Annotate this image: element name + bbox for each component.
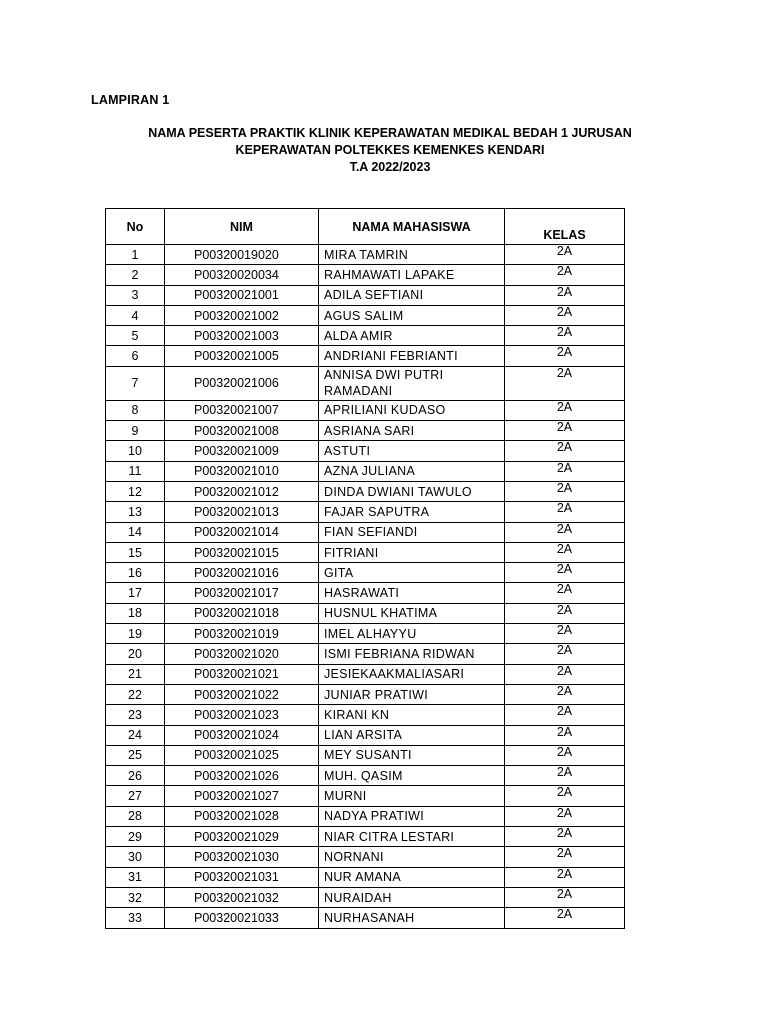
header-no: No [106, 209, 165, 245]
cell-name: MIRA TAMRIN [319, 245, 505, 265]
cell-nim: P00320021020 [165, 644, 319, 664]
table-row [106, 285, 625, 305]
cell-no: 21 [106, 664, 165, 684]
cell-nim: P00320021010 [165, 461, 319, 481]
cell-name: JUNIAR PRATIWI [319, 684, 505, 704]
cell-no: 27 [106, 786, 165, 806]
cell-nim: P00320021028 [165, 806, 319, 826]
cell-name: GITA [319, 563, 505, 583]
cell-kelas: 2A [505, 644, 625, 664]
cell-no: 23 [106, 705, 165, 725]
table-row [106, 326, 625, 346]
cell-nim: P00320021012 [165, 481, 319, 501]
cell-nim: P00320021016 [165, 563, 319, 583]
cell-no: 8 [106, 400, 165, 420]
cell-name: HASRAWATI [319, 583, 505, 603]
cell-no: 32 [106, 887, 165, 907]
cell-kelas: 2A [505, 766, 625, 786]
cell-name: ALDA AMIR [319, 326, 505, 346]
cell-nim: P00320021009 [165, 441, 319, 461]
cell-nim: P00320020034 [165, 265, 319, 285]
cell-no: 4 [106, 305, 165, 325]
cell-kelas: 2A [505, 664, 625, 684]
cell-name: AZNA JULIANA [319, 461, 505, 481]
cell-name: MEY SUSANTI [319, 745, 505, 765]
cell-kelas: 2A [505, 684, 625, 704]
cell-nim: P00320021015 [165, 542, 319, 562]
title-line: NAMA PESERTA PRAKTIK KLINIK KEPERAWATAN MEDIKAL BEDAH 1 JURUSAN [148, 126, 632, 140]
cell-kelas: 2A [505, 867, 625, 887]
cell-no: 3 [106, 285, 165, 305]
cell-name: IMEL ALHAYYU [319, 624, 505, 644]
cell-nim: P00320021033 [165, 908, 319, 928]
title-line: KEPERAWATAN POLTEKKES KEMENKES KENDARI [235, 143, 545, 157]
cell-nim: P00320021025 [165, 745, 319, 765]
cell-name: NURHASANAH [319, 908, 505, 928]
cell-nim: P00320021008 [165, 421, 319, 441]
cell-no: 12 [106, 481, 165, 501]
cell-kelas: 2A [505, 583, 625, 603]
cell-kelas: 2A [505, 563, 625, 583]
cell-kelas: 2A [505, 603, 625, 623]
cell-no: 24 [106, 725, 165, 745]
cell-kelas: 2A [505, 285, 625, 305]
header-nim: NIM [165, 209, 319, 245]
table-row [106, 847, 625, 867]
cell-no: 6 [106, 346, 165, 366]
cell-no: 28 [106, 806, 165, 826]
cell-name: MURNI [319, 786, 505, 806]
cell-nim: P00320021007 [165, 400, 319, 420]
cell-kelas: 2A [505, 502, 625, 522]
cell-kelas: 2A [505, 461, 625, 481]
table-header-row [106, 209, 625, 245]
cell-nim: P00320021017 [165, 583, 319, 603]
cell-no: 10 [106, 441, 165, 461]
cell-no: 2 [106, 265, 165, 285]
cell-no: 29 [106, 827, 165, 847]
table-row [106, 827, 625, 847]
cell-name: DINDA DWIANI TAWULO [319, 481, 505, 501]
cell-name: HUSNUL KHATIMA [319, 603, 505, 623]
cell-name: NORNANI [319, 847, 505, 867]
header-name: NAMA MAHASISWA [319, 209, 505, 245]
cell-name: ANNISA DWI PUTRI RAMADANI [319, 366, 505, 400]
cell-nim: P00320021021 [165, 664, 319, 684]
cell-nim: P00320021029 [165, 827, 319, 847]
cell-kelas: 2A [505, 245, 625, 265]
cell-nim: P00320021002 [165, 305, 319, 325]
table-row [106, 603, 625, 623]
cell-no: 5 [106, 326, 165, 346]
cell-kelas: 2A [505, 827, 625, 847]
cell-nim: P00320021030 [165, 847, 319, 867]
document-title [90, 125, 690, 176]
table-row [106, 786, 625, 806]
cell-nim: P00320021023 [165, 705, 319, 725]
table-row [106, 421, 625, 441]
cell-nim: P00320021003 [165, 326, 319, 346]
cell-nim: P00320021019 [165, 624, 319, 644]
table-row [106, 725, 625, 745]
cell-nim: P00320021001 [165, 285, 319, 305]
table-row [106, 305, 625, 325]
cell-no: 15 [106, 542, 165, 562]
cell-name: ADILA SEFTIANI [319, 285, 505, 305]
cell-kelas: 2A [505, 908, 625, 928]
cell-no: 30 [106, 847, 165, 867]
cell-kelas: 2A [505, 725, 625, 745]
cell-name: FIAN SEFIANDI [319, 522, 505, 542]
table-row [106, 481, 625, 501]
cell-no: 1 [106, 245, 165, 265]
cell-nim: P00320021022 [165, 684, 319, 704]
table-row [106, 664, 625, 684]
cell-kelas: 2A [505, 346, 625, 366]
table-row [106, 908, 625, 928]
cell-no: 17 [106, 583, 165, 603]
table-row [106, 563, 625, 583]
cell-no: 25 [106, 745, 165, 765]
cell-nim: P00320019020 [165, 245, 319, 265]
cell-nim: P00320021005 [165, 346, 319, 366]
table-row [106, 806, 625, 826]
cell-no: 31 [106, 867, 165, 887]
cell-nim: P00320021026 [165, 766, 319, 786]
cell-name: FITRIANI [319, 542, 505, 562]
table-row [106, 441, 625, 461]
cell-name: ASRIANA SARI [319, 421, 505, 441]
cell-kelas: 2A [505, 745, 625, 765]
table-row [106, 745, 625, 765]
cell-name: NADYA PRATIWI [319, 806, 505, 826]
cell-no: 7 [106, 366, 165, 400]
cell-kelas: 2A [505, 326, 625, 346]
cell-kelas: 2A [505, 481, 625, 501]
cell-kelas: 2A [505, 265, 625, 285]
cell-nim: P00320021014 [165, 522, 319, 542]
cell-nim: P00320021024 [165, 725, 319, 745]
table-row [106, 461, 625, 481]
cell-no: 16 [106, 563, 165, 583]
cell-name: KIRANI KN [319, 705, 505, 725]
appendix-label: LAMPIRAN 1 [91, 93, 170, 107]
table-row [106, 245, 625, 265]
table-row [106, 684, 625, 704]
table-row [106, 624, 625, 644]
table-row [106, 366, 625, 400]
cell-kelas: 2A [505, 847, 625, 867]
cell-nim: P00320021027 [165, 786, 319, 806]
cell-kelas: 2A [505, 624, 625, 644]
table-row [106, 867, 625, 887]
cell-kelas: 2A [505, 786, 625, 806]
cell-name: NUR AMANA [319, 867, 505, 887]
cell-kelas: 2A [505, 421, 625, 441]
cell-kelas: 2A [505, 400, 625, 420]
cell-name: FAJAR SAPUTRA [319, 502, 505, 522]
cell-no: 22 [106, 684, 165, 704]
table-row [106, 887, 625, 907]
cell-no: 11 [106, 461, 165, 481]
cell-nim: P00320021013 [165, 502, 319, 522]
table-row [106, 705, 625, 725]
table-row [106, 400, 625, 420]
cell-kelas: 2A [505, 542, 625, 562]
table-row [106, 766, 625, 786]
table-row [106, 542, 625, 562]
cell-nim: P00320021031 [165, 867, 319, 887]
cell-no: 14 [106, 522, 165, 542]
table-row [106, 583, 625, 603]
cell-nim: P00320021018 [165, 603, 319, 623]
cell-name: AGUS SALIM [319, 305, 505, 325]
table-row [106, 265, 625, 285]
cell-no: 33 [106, 908, 165, 928]
cell-kelas: 2A [505, 305, 625, 325]
table-row [106, 502, 625, 522]
cell-kelas: 2A [505, 705, 625, 725]
cell-no: 13 [106, 502, 165, 522]
header-kelas: KELAS [505, 209, 625, 245]
title-line: T.A 2022/2023 [349, 160, 431, 174]
table-body [106, 245, 625, 929]
cell-nim: P00320021006 [165, 366, 319, 400]
table-row [106, 522, 625, 542]
cell-kelas: 2A [505, 806, 625, 826]
cell-name: JESIEKAAKMALIASARI [319, 664, 505, 684]
cell-name: ASTUTI [319, 441, 505, 461]
cell-no: 26 [106, 766, 165, 786]
cell-kelas: 2A [505, 366, 625, 400]
cell-name: LIAN ARSITA [319, 725, 505, 745]
cell-kelas: 2A [505, 887, 625, 907]
cell-no: 19 [106, 624, 165, 644]
cell-name: APRILIANI KUDASO [319, 400, 505, 420]
cell-name: ANDRIANI FEBRIANTI [319, 346, 505, 366]
cell-kelas: 2A [505, 522, 625, 542]
participant-table [105, 208, 625, 929]
cell-name: NIAR CITRA LESTARI [319, 827, 505, 847]
cell-name: NURAIDAH [319, 887, 505, 907]
cell-no: 20 [106, 644, 165, 664]
cell-no: 18 [106, 603, 165, 623]
cell-no: 9 [106, 421, 165, 441]
cell-name: ISMI FEBRIANA RIDWAN [319, 644, 505, 664]
cell-nim: P00320021032 [165, 887, 319, 907]
cell-name: RAHMAWATI LAPAKE [319, 265, 505, 285]
cell-kelas: 2A [505, 441, 625, 461]
table-row [106, 346, 625, 366]
table-row [106, 644, 625, 664]
cell-name: MUH. QASIM [319, 766, 505, 786]
